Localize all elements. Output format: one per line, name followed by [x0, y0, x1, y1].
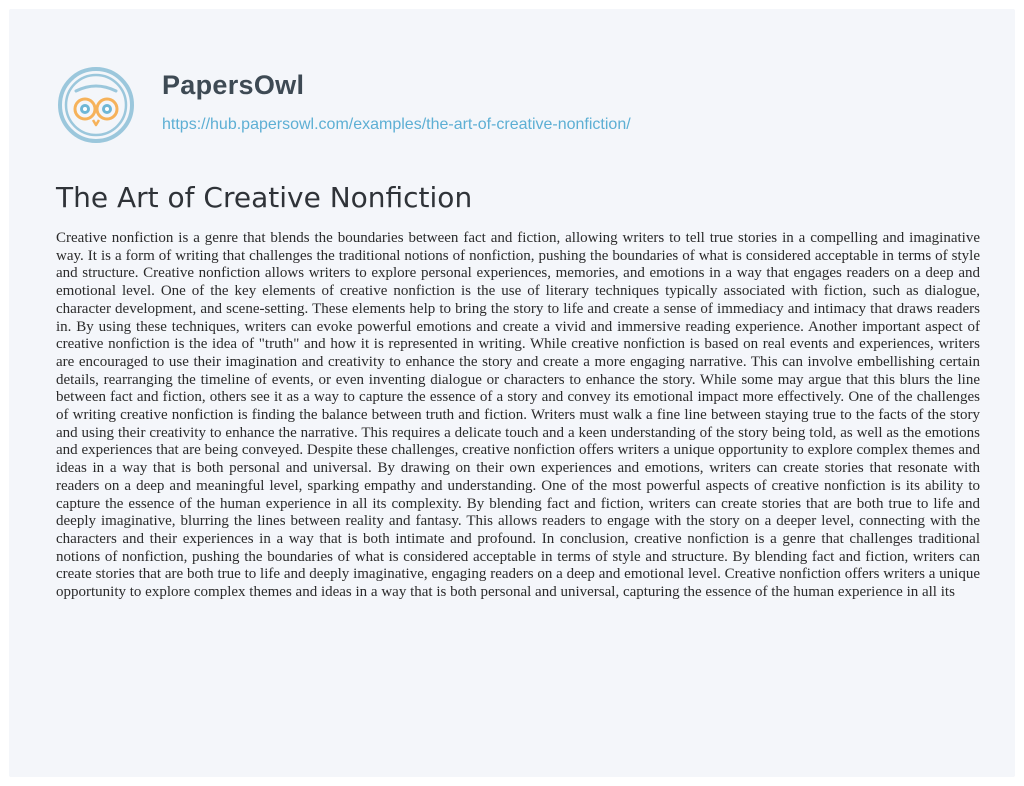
article-body: Creative nonfiction is a genre that blends the boundaries between fact and fiction, allowing writers to tell true stories in a compelling and imaginative way. It is a form of writing that challenges the traditional notions of nonfiction, pushing the boundaries of what is considered acceptable in terms of style and structure. Creative nonfiction allows writers to explore personal experiences, memories, and emotions in a way that engages readers on a deep and emotional level. One of the key elements of creative nonfiction is the use of literary techniques typically associated with fiction, such as dialogue, character development, and scene-setting. These elements help to bring the story to life and create a sense of immediacy and intimacy that draws readers in. By using these techniques, writers can evoke powerful emotions and create a vivid and immersive reading experience. Another important aspect of creative nonfiction is the idea of "truth" and how it is represented in writing. While creative nonfiction is based on real events and experiences, writers are encouraged to use their imagination and creativity to enhance the story and create a more engaging narrative. This can involve embellishing certain details, rearranging the timeline of events, or even inventing dialogue or characters to enhance the story. While some may argue that this blurs the line between fact and fiction, others see it as a way to capture the essence of a story and convey its emotional impact more effectively. One of the challenges of writing creative nonfiction is finding the balance between truth and fiction. Writers must walk a fine line between staying true to the facts of the story and using their creativity to enhance the narrative. This requires a delicate touch and a keen understanding of the story being told, as well as the emotions and experiences that are being conveyed. Despite these challenges, creative nonfiction offers writers a unique opportunity to explore complex themes and ideas in a way that is both personal and universal. By drawing on their own experiences and emotions, writers can create stories that resonate with readers on a deep and meaningful level, sparking empathy and understanding. One of the most powerful aspects of creative nonfiction is its ability to capture the essence of the human experience in all its complexity. By blending fact and fiction, writers can create stories that are both true to life and deeply imaginative, blurring the lines between reality and fantasy. This allows readers to engage with the story on a deeper level, connecting with the characters and their experiences in a way that is both intimate and profound. In conclusion, creative nonfiction is a genre that challenges traditional notions of nonfiction, pushing the boundaries of what is considered acceptable in terms of style and structure. By blending fact and fiction, writers can create stories that are both true to life and deeply imaginative, engaging readers on a deep and emotional level. Creative nonfiction offers writers a unique opportunity to explore complex themes and ideas in a way that is both personal and universal, capturing the essence of the human experience in all its	[56, 230, 980, 601]
document-page	[9, 9, 1015, 777]
owl-logo-icon	[56, 65, 136, 145]
brand-name: PapersOwl	[162, 70, 305, 100]
page-title: The Art of Creative Nonfiction	[56, 181, 473, 214]
source-url-link[interactable]: https://hub.papersowl.com/examples/the-art-of-creative-nonfiction/	[162, 116, 631, 133]
